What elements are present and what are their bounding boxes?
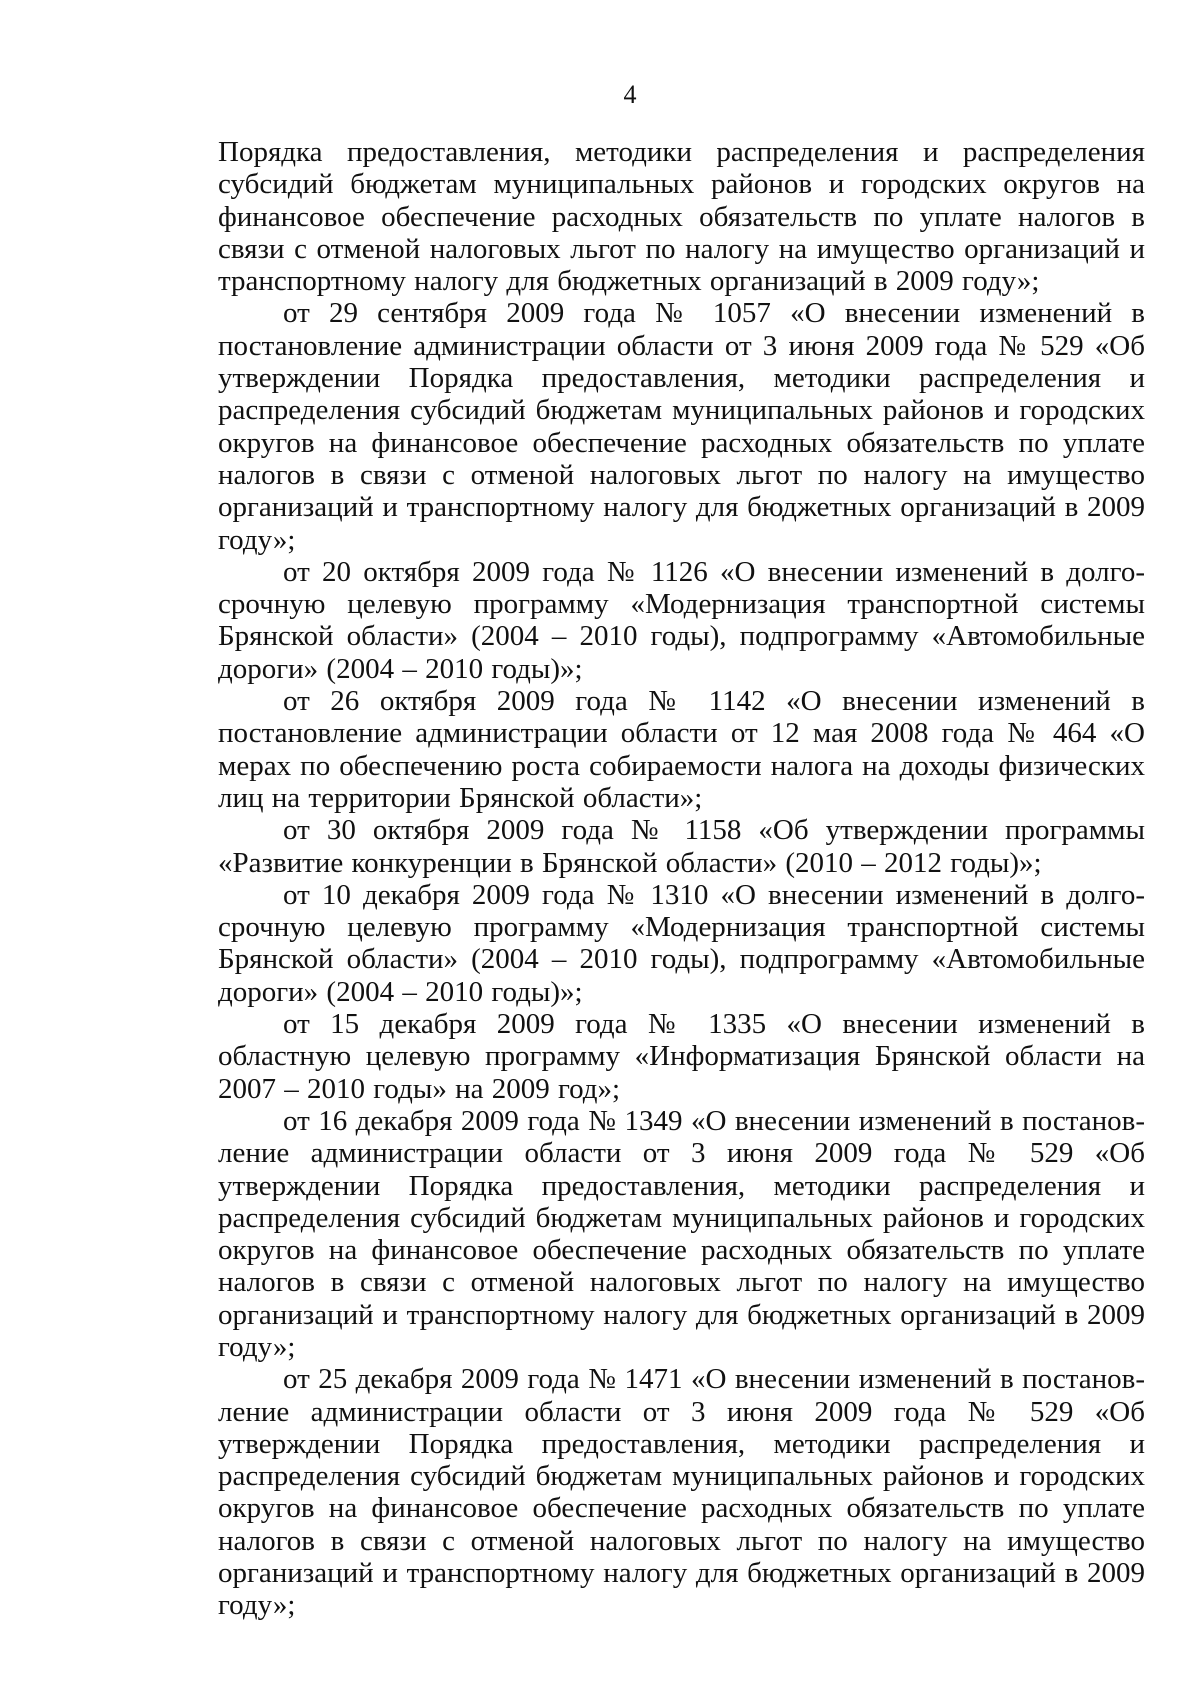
paragraph-resolution-1349: от 16 декабря 2009 года № 1349 «О внесении изменений в постановление администрации области от 3 июня 2009 года № 529 «Об утверждении Порядка предоставления, методики распределения и распределения субсидий бюджетам муниципальных районов и городских округов на финансовое обеспечение расходных обязательств по уплате налогов в связи с отменой налоговых льгот по налогу на имущество организаций и транспортному налогу для бюджетных организаций в 2009 году»; bbox=[218, 1104, 1145, 1363]
paragraph-resolution-1335: от 15 декабря 2009 года № 1335 «О внесении изменений в областную целевую программу «Информатизация Брянской области на 2007 – 2010 годы» на 2009 год»; bbox=[218, 1008, 1145, 1105]
paragraph-resolution-1471: от 25 декабря 2009 года № 1471 «О внесении изменений в постановление администрации области от 3 июня 2009 года № 529 «Об утверждении Порядка предоставления, методики распределения и распределения субсидий бюджетам муниципальных районов и городских округов на финансовое обеспечение расходных обязательств по уплате налогов в связи с отменой налоговых льгот по налогу на имущество организаций и транспортному налогу для бюджетных организаций в 2009 году»; bbox=[218, 1363, 1145, 1622]
paragraph-resolution-1057: от 29 сентября 2009 года № 1057 «О внесении изменений в постановление администрации области от 3 июня 2009 года № 529 «Об утверждении Порядка предоставления, методики распределения и распределения субсидий бюджетам муниципальных районов и городских округов на финансовое обеспечение расходных обязательств по уплате налогов в связи с отменой налоговых льгот по налогу на имущество организаций и транспортному налогу для бюджетных организаций в 2009 году»; bbox=[218, 297, 1145, 556]
paragraph-resolution-1142: от 26 октября 2009 года № 1142 «О внесении изменений в постановление администрации области от 12 мая 2008 года № 464 «О мерах по обеспечению роста собираемости налога на доходы физических лиц на территории Брянской области»; bbox=[218, 685, 1145, 814]
paragraph-continuation: Порядка предоставления, методики распределения и распределения субсидий бюджетам муниципальных районов и городских округов на финансовое обеспечение расходных обязательств по уплате налогов в связи с отменой налоговых льгот по налогу на имущество организаций и транспортному налогу для бюджетных организаций в 2009 году»; bbox=[218, 136, 1145, 298]
paragraph-resolution-1158: от 30 октября 2009 года № 1158 «Об утверждении программы «Развитие конкуренции в Брянской области» (2010 – 2012 годы)»; bbox=[218, 814, 1145, 879]
document-body bbox=[218, 136, 1145, 1622]
paragraph-resolution-1310: от 10 декабря 2009 года № 1310 «О внесении изменений в долгосрочную целевую программу «Модернизация транспортной системы Брянской области» (2004 – 2010 годы), подпрограмму «Автомобильные дороги» (2004 – 2010 годы)»; bbox=[218, 878, 1145, 1008]
page-number: 4 bbox=[623, 80, 637, 109]
paragraph-resolution-1126: от 20 октября 2009 года № 1126 «О внесении изменений в долгосрочную целевую программу «Модернизация транспортной системы Брянской области» (2004 – 2010 годы), подпрограмму «Автомобильные дороги» (2004 – 2010 годы)»; bbox=[218, 555, 1145, 685]
